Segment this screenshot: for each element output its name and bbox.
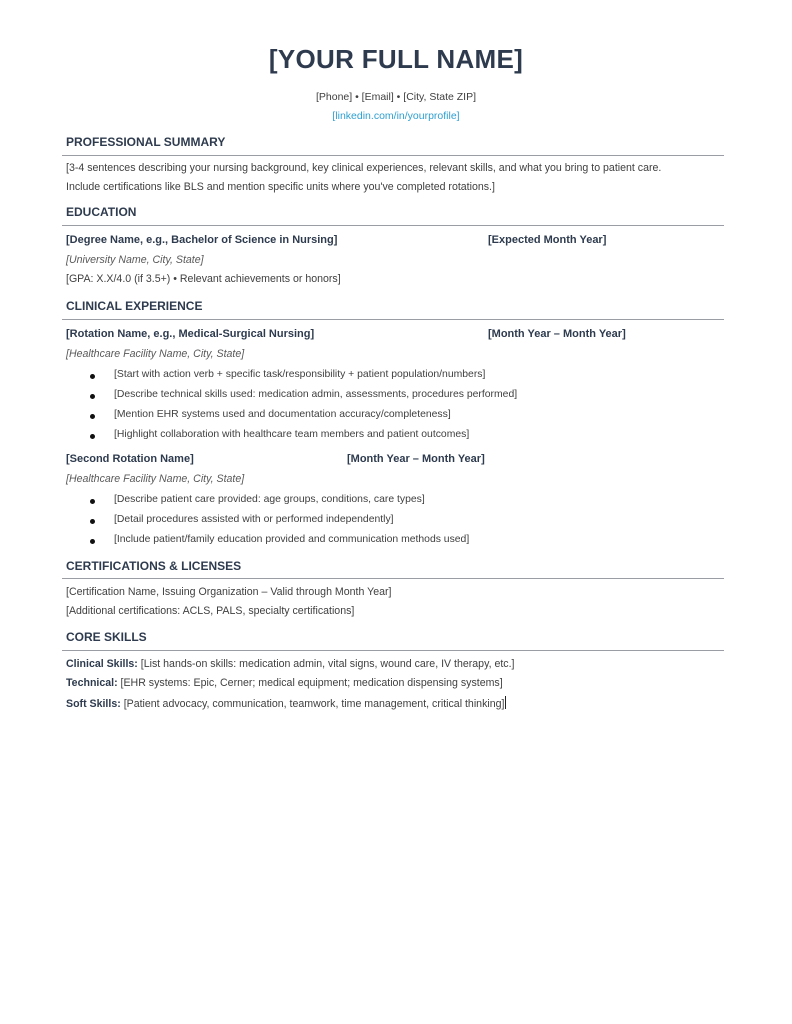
bullet-text[interactable]: [Highlight collaboration with healthcare team members and patient outcomes] xyxy=(114,429,470,440)
rotation-name[interactable]: [Second Rotation Name] xyxy=(66,453,194,465)
summary-line[interactable]: Include certifications like BLS and mention specific units where you've completed rotations.] xyxy=(66,181,495,193)
text-cursor xyxy=(505,696,506,709)
section-divider xyxy=(62,225,724,226)
full-name-heading[interactable]: [YOUR FULL NAME] xyxy=(268,44,524,74)
bullet-icon xyxy=(90,374,95,379)
skill-label: Clinical Skills: xyxy=(66,658,138,670)
university-name[interactable]: [University Name, City, State] xyxy=(66,254,204,266)
facility-name[interactable]: [Healthcare Facility Name, City, State] xyxy=(66,473,245,485)
section-title-clinical-experience[interactable]: CLINICAL EXPERIENCE xyxy=(66,299,203,313)
section-divider xyxy=(62,155,724,156)
bullet-icon xyxy=(90,414,95,419)
facility-name[interactable]: [Healthcare Facility Name, City, State] xyxy=(66,348,245,360)
certification-line[interactable]: [Certification Name, Issuing Organization – Valid through Month Year] xyxy=(66,586,392,598)
bullet-text[interactable]: [Detail procedures assisted with or performed independently] xyxy=(114,514,394,525)
bullet-text[interactable]: [Include patient/family education provided and communication methods used] xyxy=(114,534,470,545)
section-title-core-skills[interactable]: CORE SKILLS xyxy=(66,630,147,644)
section-divider xyxy=(62,319,724,320)
skill-row-soft[interactable] xyxy=(66,696,506,710)
education-date[interactable]: [Expected Month Year] xyxy=(488,234,607,246)
bullet-text[interactable]: [Start with action verb + specific task/responsibility + patient population/numbers] xyxy=(114,369,486,380)
section-title-certifications[interactable]: CERTIFICATIONS & LICENSES xyxy=(66,559,242,573)
bullet-icon xyxy=(90,539,95,544)
bullet-text[interactable]: [Mention EHR systems used and documentation accuracy/completeness] xyxy=(114,409,451,420)
skill-row-clinical[interactable] xyxy=(66,658,515,670)
bullet-icon xyxy=(90,434,95,439)
skill-label: Technical: xyxy=(66,677,118,689)
section-divider xyxy=(62,650,724,651)
linkedin-link[interactable]: [linkedin.com/in/yourprofile] xyxy=(332,110,460,122)
bullet-icon xyxy=(90,394,95,399)
skill-row-technical[interactable] xyxy=(66,677,503,689)
skill-value: [EHR systems: Epic, Cerner; medical equipment; medication dispensing systems] xyxy=(117,677,503,689)
contact-line[interactable]: [Phone] • [Email] • [City, State ZIP] xyxy=(315,91,477,103)
rotation-date[interactable]: [Month Year – Month Year] xyxy=(347,453,485,465)
certification-line[interactable]: [Additional certifications: ACLS, PALS, specialty certifications] xyxy=(66,605,355,617)
bullet-text[interactable]: [Describe patient care provided: age groups, conditions, care types] xyxy=(114,494,425,505)
rotation-date[interactable]: [Month Year – Month Year] xyxy=(488,328,626,340)
section-title-education[interactable]: EDUCATION xyxy=(66,205,137,219)
skill-label: Soft Skills: xyxy=(66,698,121,710)
skill-value: [List hands-on skills: medication admin, vital signs, wound care, IV therapy, etc.] xyxy=(137,658,515,670)
bullet-icon xyxy=(90,499,95,504)
bullet-text[interactable]: [Describe technical skills used: medication admin, assessments, procedures performed] xyxy=(114,389,518,400)
section-divider xyxy=(62,578,724,579)
degree-name[interactable]: [Degree Name, e.g., Bachelor of Science in Nursing] xyxy=(66,234,338,246)
education-details[interactable]: [GPA: X.X/4.0 (if 3.5+) • Relevant achievements or honors] xyxy=(66,273,341,285)
rotation-name[interactable]: [Rotation Name, e.g., Medical-Surgical Nursing] xyxy=(66,328,315,340)
summary-line[interactable]: [3-4 sentences describing your nursing background, key clinical experiences, relevant skills, and what you bring to patient care. xyxy=(66,162,662,174)
skill-value: [Patient advocacy, communication, teamwork, time management, critical thinking] xyxy=(120,698,505,710)
section-title-professional-summary[interactable]: PROFESSIONAL SUMMARY xyxy=(66,135,226,149)
bullet-icon xyxy=(90,519,95,524)
